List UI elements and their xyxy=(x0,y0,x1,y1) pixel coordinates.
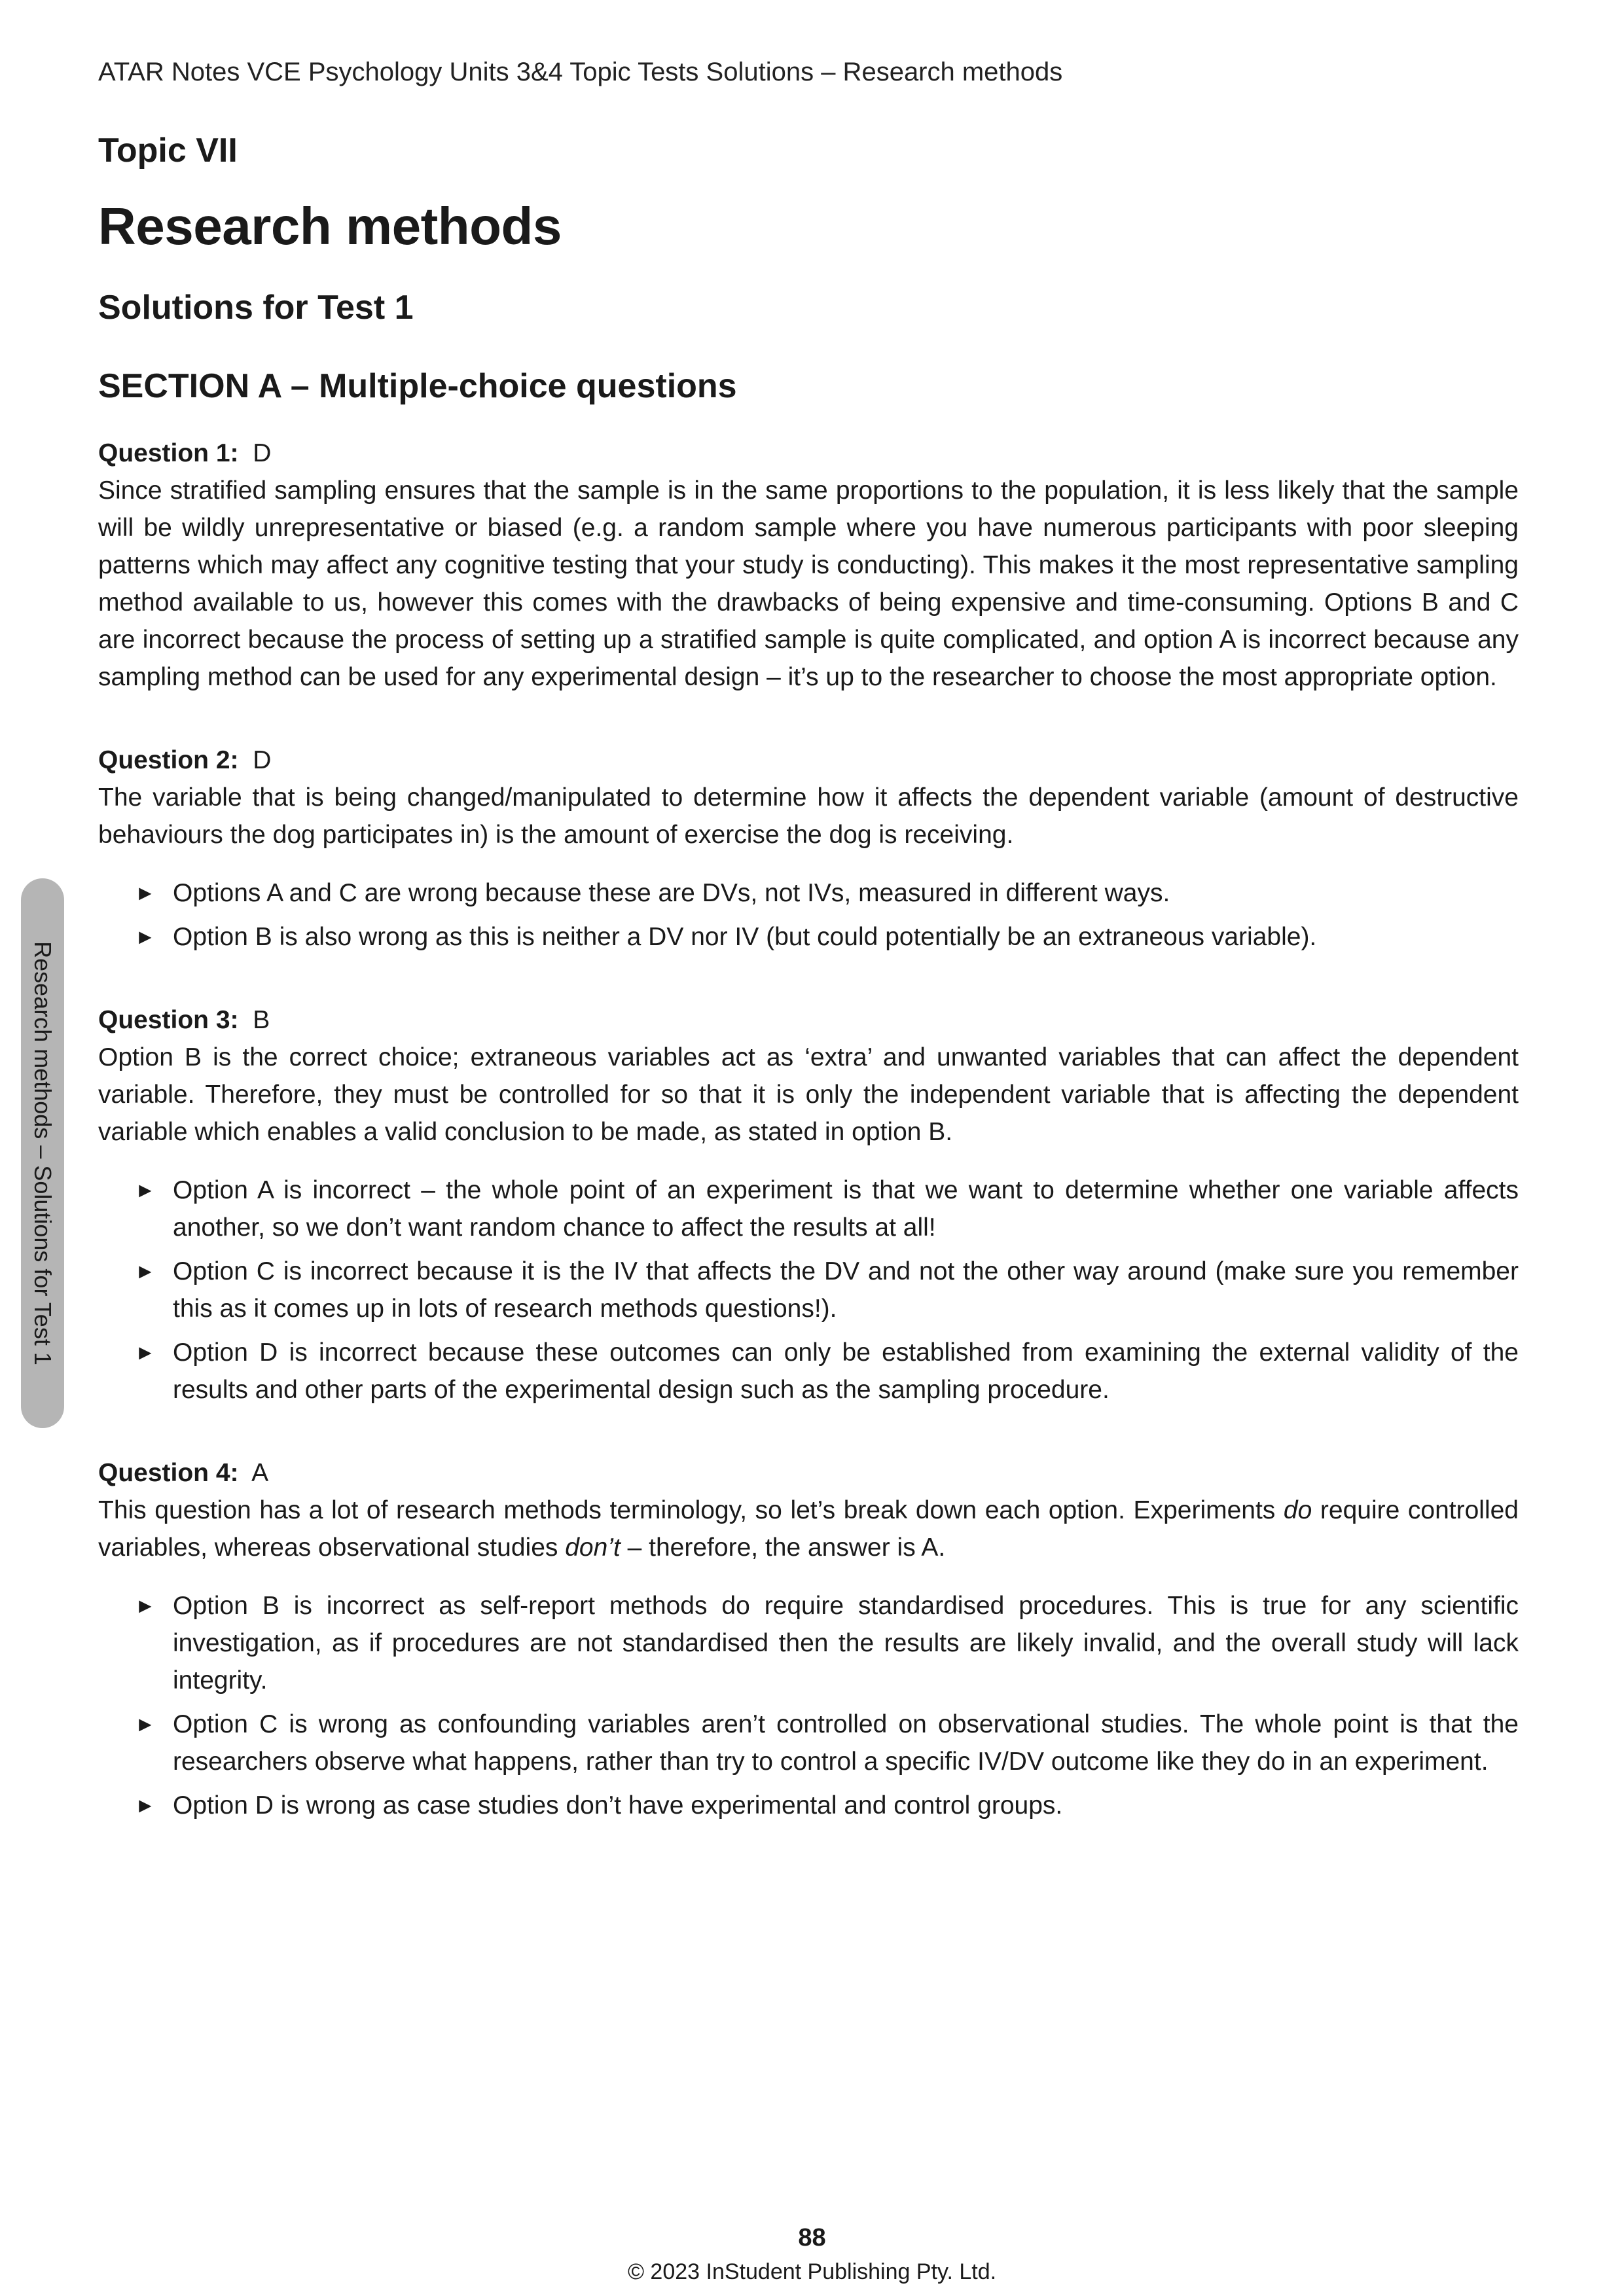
page-subtitle: Solutions for Test 1 xyxy=(98,289,414,327)
solution-paragraph: Since stratified sampling ensures that the sample is in the same proportions to the population, it is less likely that the sample will be wildly unrepresentative or biased (e.g. a random sample where you have numerous participants with poor sleeping patterns which may affect any cognitive testing that your study is conducting). This makes it the most representative sampling method available to us, however this comes with the drawbacks of being expensive and time-consuming. Options B and C are incorrect because the process of setting up a stratified sample is quite complicated, and option A is incorrect because any sampling method can be used for any experimental design – it’s up to the researcher to choose the most appropriate option. xyxy=(98,476,1519,691)
bullet-arrow-icon: ► xyxy=(135,1340,156,1364)
paragraph-text: This question has a lot of research methods terminology, so let’s break down each option. Experiments xyxy=(98,1496,1284,1524)
bullet-arrow-icon: ► xyxy=(135,1178,156,1202)
question-label: Question 4: xyxy=(98,1459,239,1487)
list-item-text: Option D is wrong as case studies don’t have experimental and control groups. xyxy=(173,1791,1063,1820)
solution-paragraph xyxy=(98,1492,1519,1566)
question-label: Question 3: xyxy=(98,1006,239,1034)
bullet-arrow-icon: ► xyxy=(135,1712,156,1736)
list-item xyxy=(135,1706,1519,1780)
page-number: 88 xyxy=(798,2224,826,2251)
solution-paragraph: The variable that is being changed/manipulated to determine how it affects the dependent variable (amount of destructive behaviours the dog participates in) is the amount of exercise the dog is receiving. xyxy=(98,783,1519,849)
running-header: ATAR Notes VCE Psychology Units 3&4 Topic Tests Solutions – Research methods xyxy=(98,58,1063,86)
question-answer: D xyxy=(253,746,272,774)
question-heading xyxy=(98,435,1519,472)
bullet-arrow-icon: ► xyxy=(135,1793,156,1817)
section-heading: SECTION A – Multiple-choice questions xyxy=(98,367,737,405)
side-tab-label: Research methods – Solutions for Test 1 xyxy=(29,941,56,1365)
question-3 xyxy=(98,1001,1519,1408)
copyright-notice: © 2023 InStudent Publishing Pty. Ltd. xyxy=(627,2259,997,2284)
topic-label: Topic VII xyxy=(98,132,238,170)
question-1 xyxy=(98,435,1519,696)
list-item xyxy=(135,1587,1519,1699)
question-4 xyxy=(98,1454,1519,1824)
question-heading xyxy=(98,1001,1519,1039)
option-list xyxy=(98,1587,1519,1824)
bullet-arrow-icon: ► xyxy=(135,1594,156,1617)
page-content xyxy=(98,131,1519,1870)
question-answer: D xyxy=(253,439,272,467)
question-label: Question 1: xyxy=(98,439,239,467)
list-item-text: Option D is incorrect because these outcomes can only be established from examining the external validity of the results and other parts of the experimental design such as the sampling procedure. xyxy=(173,1338,1519,1404)
side-tab xyxy=(21,878,64,1428)
question-2 xyxy=(98,742,1519,956)
question-heading xyxy=(98,1454,1519,1492)
solution-paragraph: Option B is the correct choice; extraneous variables act as ‘extra’ and unwanted variables that can affect the dependent variable. Therefore, they must be controlled for so that it is only the independent variable that is affecting the dependent variable which enables a valid conclusion to be made, as stated in option B. xyxy=(98,1043,1519,1146)
emphasis-text: do xyxy=(1283,1496,1312,1524)
list-item xyxy=(135,874,1519,912)
list-item-text: Option B is incorrect as self-report methods do require standardised procedures. This is true for any scientific investigation, as if procedures are not standardised then the results are likely invalid, and the overall study will lack integrity. xyxy=(173,1592,1519,1695)
bullet-arrow-icon: ► xyxy=(135,1259,156,1283)
list-item-text: Option C is wrong as confounding variables aren’t controlled on observational studies. The whole point is that the researchers observe what happens, rather than try to control a specific IV/DV outcome like they do in an experiment. xyxy=(173,1710,1519,1776)
question-answer: A xyxy=(251,1459,269,1487)
paragraph-text: require controlled variables, whereas observational studies xyxy=(98,1496,1519,1562)
list-item-text: Option A is incorrect – the whole point of an experiment is that we want to determine whether one variable affects another, so we don’t want random chance to affect the results at all! xyxy=(173,1176,1519,1242)
option-list xyxy=(98,1172,1519,1408)
bullet-arrow-icon: ► xyxy=(135,881,156,905)
emphasis-text: don’t xyxy=(565,1534,621,1562)
question-label: Question 2: xyxy=(98,746,239,774)
bullet-arrow-icon: ► xyxy=(135,925,156,948)
list-item-text: Option B is also wrong as this is neither a DV nor IV (but could potentially be an extraneous variable). xyxy=(173,923,1317,951)
option-list xyxy=(98,874,1519,956)
page-title: Research methods xyxy=(98,197,562,255)
question-answer: B xyxy=(253,1006,270,1034)
list-item xyxy=(135,1334,1519,1408)
list-item xyxy=(135,918,1519,956)
paragraph-text: – therefore, the answer is A. xyxy=(620,1534,946,1562)
list-item-text: Options A and C are wrong because these are DVs, not IVs, measured in different ways. xyxy=(173,879,1170,907)
list-item xyxy=(135,1253,1519,1327)
list-item-text: Option C is incorrect because it is the IV that affects the DV and not the other way around (make sure you remember this as it comes up in lots of research methods questions!). xyxy=(173,1257,1519,1323)
list-item xyxy=(135,1172,1519,1246)
question-heading xyxy=(98,742,1519,779)
list-item xyxy=(135,1787,1519,1824)
